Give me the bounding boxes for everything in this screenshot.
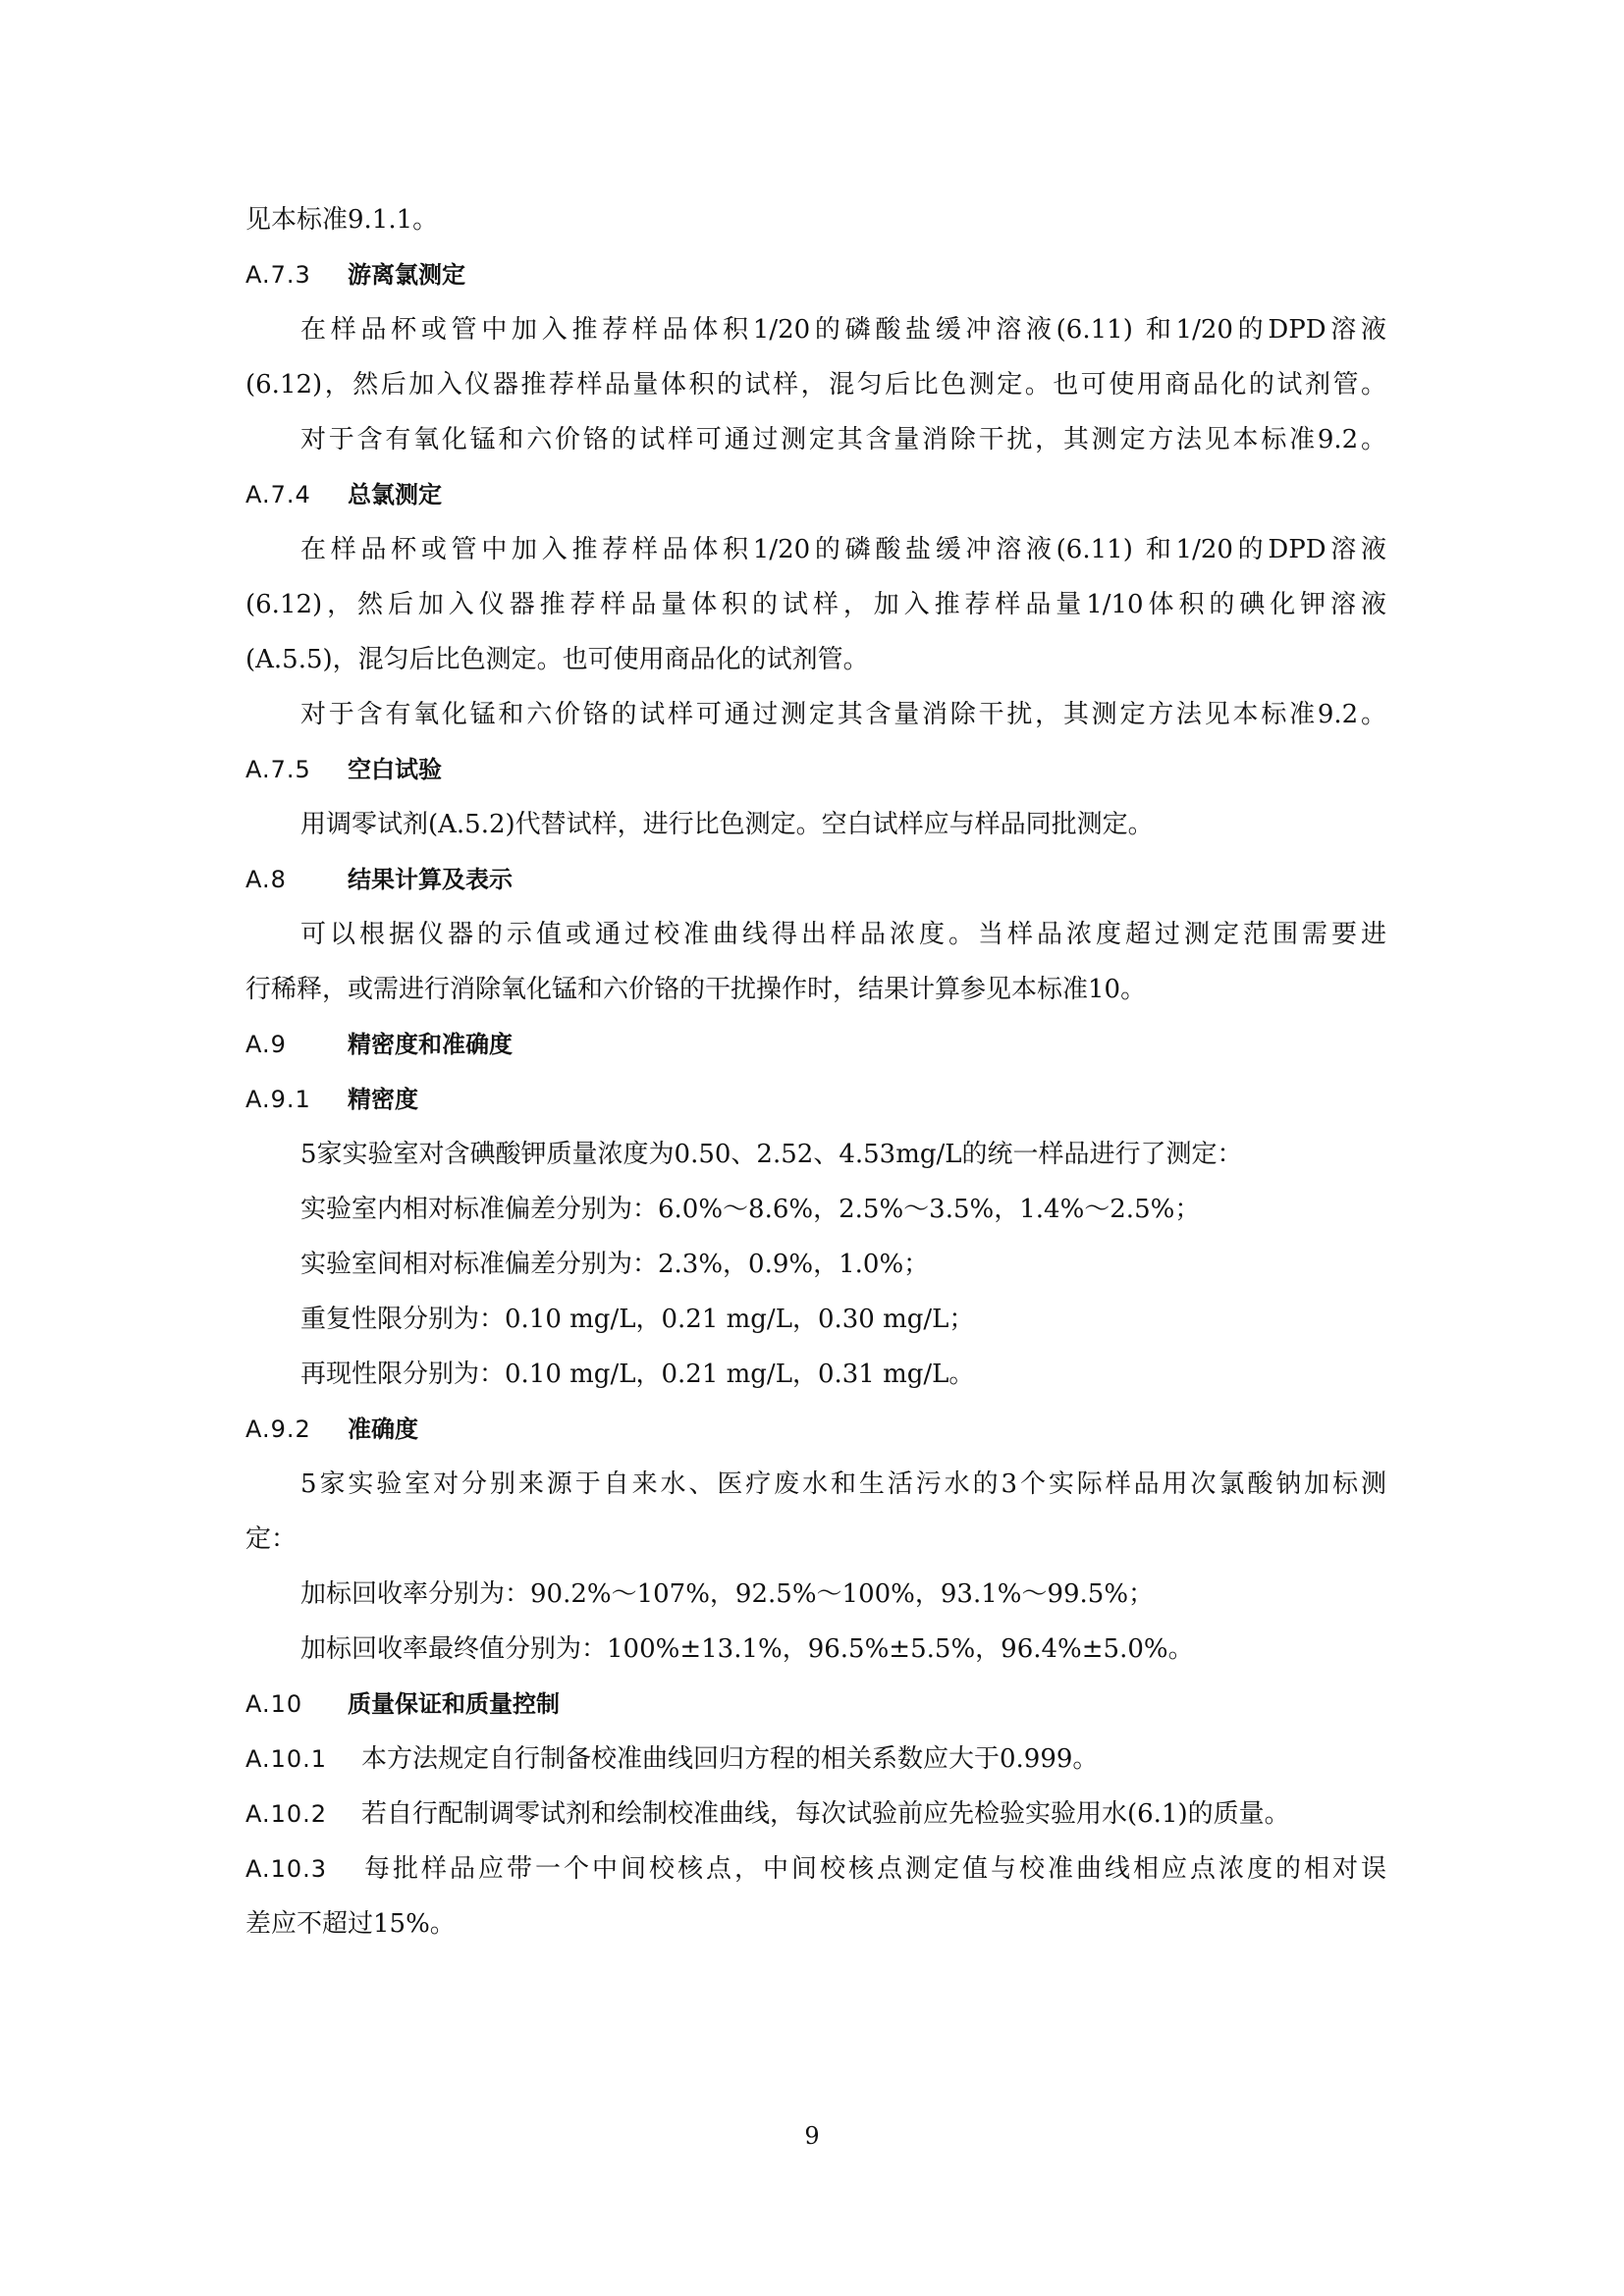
paragraph-line: 再现性限分别为：0.10 mg/L，0.21 mg/L，0.31 mg/L。 [300,1360,975,1389]
text-line: 见本标准9.1.1。 [245,205,439,235]
clause-text: 若自行配制调零试剂和绘制校准曲线，每次试验前应先检验实验用水(6.1)的质量。 [361,1799,1290,1829]
paragraph-line: 可以根据仪器的示值或通过校准曲线得出样品浓度。当样品浓度超过测定范围需要进 [300,920,1386,949]
paragraph-line: 用调零试剂(A.5.2)代替试样，进行比色测定。空白试样应与样品同批测定。 [300,810,1154,839]
section-title: 精密度和准确度 [348,1031,513,1058]
section-heading [245,742,1386,797]
paragraph-line: 5家实验室对含碘酸钾质量浓度为0.50、2.52、4.53mg/L的统一样品进行了测定： [300,1140,1243,1169]
document-body [245,192,1386,1951]
section-number: A.7.4 [245,481,311,508]
text-line: (6.12)，然后加入仪器推荐样品量体积的试样，混匀后比色测定。也可使用商品化的试剂管。 [245,370,1386,400]
section-heading [245,467,1386,522]
paragraph-line: 加标回收率分别为：90.2%～107%，92.5%～100%，93.1%～99.5%； [300,1579,1155,1609]
text-line: (A.5.5)，混匀后比色测定。也可使用商品化的试剂管。 [245,645,869,674]
page-number: 9 [804,2122,820,2150]
text-line: 定： [245,1524,298,1554]
clause-item [245,1787,1386,1842]
section-title: 空白试验 [348,756,442,783]
section-number: A.10 [245,1690,303,1718]
section-heading [245,247,1386,302]
text-line: 差应不超过15%。 [245,1909,456,1939]
paragraph-line: 对于含有氧化锰和六价铬的试样可通过测定其含量消除干扰，其测定方法见本标准9.2。 [300,700,1386,729]
section-heading [245,852,1386,907]
paragraph-line: 对于含有氧化锰和六价铬的试样可通过测定其含量消除干扰，其测定方法见本标准9.2。 [300,425,1386,454]
clause-item [245,1842,1386,1896]
section-number: A.9 [245,1031,287,1058]
section-title: 游离氯测定 [348,261,465,289]
paragraph-line: 实验室间相对标准偏差分别为：2.3%，0.9%，1.0%； [300,1250,930,1279]
section-heading [245,1017,1386,1072]
section-number: A.9.2 [245,1415,311,1443]
text-line: 行稀释，或需进行消除氧化锰和六价铬的干扰操作时，结果计算参见本标准10。 [245,975,1147,1004]
section-heading [245,1072,1386,1127]
clause-text: 本方法规定自行制备校准曲线回归方程的相关系数应大于0.999。 [361,1744,1099,1774]
clause-number: A.10.3 [245,1855,328,1883]
paragraph-line: 实验室内相对标准偏差分别为：6.0%～8.6%，2.5%～3.5%，1.4%～2.5%； [300,1195,1201,1224]
section-number: A.9.1 [245,1086,311,1113]
section-title: 质量保证和质量控制 [348,1690,560,1718]
clause-number: A.10.1 [245,1745,328,1773]
section-title: 总氯测定 [348,481,442,508]
paragraph-line: 重复性限分别为：0.10 mg/L，0.21 mg/L，0.30 mg/L； [300,1305,975,1334]
clause-item [245,1732,1386,1787]
section-number: A.7.3 [245,261,311,289]
paragraph-line: 5家实验室对分别来源于自来水、医疗废水和生活污水的3个实际样品用次氯酸钠加标测 [300,1469,1386,1499]
section-number: A.7.5 [245,756,311,783]
section-title: 结果计算及表示 [348,866,513,893]
section-title: 准确度 [348,1415,418,1443]
clause-number: A.10.2 [245,1800,328,1828]
clause-text: 每批样品应带一个中间校核点，中间校核点测定值与校准曲线相应点浓度的相对误 [361,1854,1386,1884]
section-heading [245,1677,1386,1732]
text-line: (6.12)，然后加入仪器推荐样品量体积的试样，加入推荐样品量1/10体积的碘化钾溶液 [245,590,1386,619]
section-title: 精密度 [348,1086,418,1113]
paragraph-line: 在样品杯或管中加入推荐样品体积1/20的磷酸盐缓冲溶液(6.11) 和1/20的DPD溶液 [300,535,1386,564]
paragraph-line: 在样品杯或管中加入推荐样品体积1/20的磷酸盐缓冲溶液(6.11) 和1/20的DPD溶液 [300,315,1386,345]
section-number: A.8 [245,866,287,893]
paragraph-line: 加标回收率最终值分别为：100%±13.1%，96.5%±5.5%，96.4%±5.0%。 [300,1634,1194,1664]
section-heading [245,1402,1386,1457]
